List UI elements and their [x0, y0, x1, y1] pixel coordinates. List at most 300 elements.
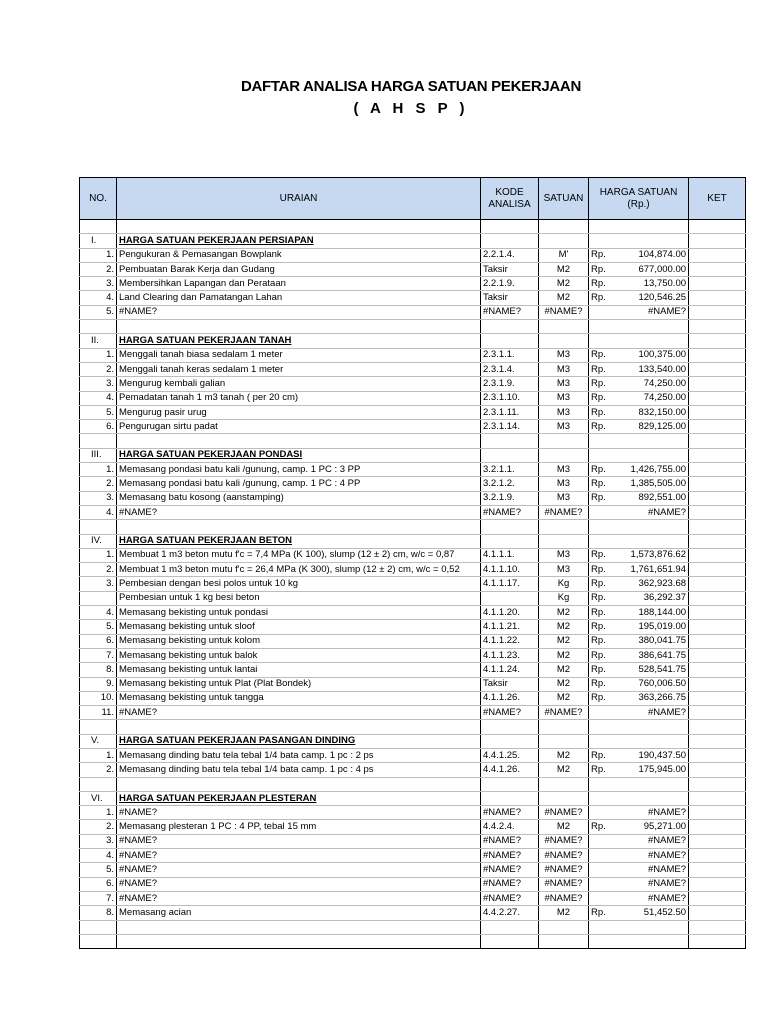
- row-kode-analisa: 4.1.1.20.: [481, 606, 539, 620]
- table-row: [80, 606, 746, 620]
- row-uraian: [117, 220, 481, 234]
- table-row: [80, 362, 746, 376]
- row-uraian: Menggali tanah biasa sedalam 1 meter: [117, 348, 481, 362]
- row-uraian: HARGA SATUAN PEKERJAAN PASANGAN DINDING: [117, 734, 481, 748]
- row-currency: Rp.: [589, 634, 619, 648]
- row-harga: [619, 448, 689, 462]
- row-ket: [689, 763, 746, 777]
- row-number: 11.: [80, 706, 117, 720]
- row-harga: #NAME?: [619, 891, 689, 905]
- row-uraian: Pengukuran & Pemasangan Bowplank: [117, 248, 481, 262]
- header-harga-line1: HARGA SATUAN: [599, 186, 678, 198]
- table-row: [80, 677, 746, 691]
- row-harga: 133,540.00: [619, 362, 689, 376]
- row-harga: 190,437.50: [619, 748, 689, 762]
- row-uraian: Memasang bekisting untuk Plat (Plat Bondek): [117, 677, 481, 691]
- table-row: [80, 491, 746, 505]
- row-currency: Rp.: [589, 606, 619, 620]
- row-currency: Rp.: [589, 591, 619, 605]
- row-harga: [619, 334, 689, 348]
- row-currency: Rp.: [589, 648, 619, 662]
- row-number: 2.: [80, 262, 117, 276]
- row-ket: [689, 262, 746, 276]
- row-kode-analisa: 4.1.1.23.: [481, 648, 539, 662]
- row-ket: [689, 520, 746, 534]
- row-number: [80, 934, 117, 948]
- row-kode-analisa: 2.3.1.9.: [481, 377, 539, 391]
- row-satuan: Kg: [539, 591, 589, 605]
- row-ket: [689, 320, 746, 334]
- row-kode-analisa: 2.3.1.10.: [481, 391, 539, 405]
- row-kode-analisa: 3.2.1.9.: [481, 491, 539, 505]
- row-number: [80, 920, 117, 934]
- row-satuan: M2: [539, 691, 589, 705]
- row-number: II.: [80, 334, 117, 348]
- table-row: [80, 534, 746, 548]
- row-ket: [689, 791, 746, 805]
- row-ket: [689, 720, 746, 734]
- table-row: [80, 763, 746, 777]
- row-harga: [619, 777, 689, 791]
- row-kode-analisa: 2.3.1.1.: [481, 348, 539, 362]
- row-kode-analisa: [481, 220, 539, 234]
- row-uraian: Memasang bekisting untuk tangga: [117, 691, 481, 705]
- table-row: [80, 405, 746, 419]
- row-number: 3.: [80, 277, 117, 291]
- row-ket: [689, 706, 746, 720]
- row-harga: [619, 220, 689, 234]
- row-ket: [689, 606, 746, 620]
- row-harga: 1,426,755.00: [619, 463, 689, 477]
- table-row: [80, 691, 746, 705]
- row-ket: [689, 748, 746, 762]
- row-uraian: Pembesian dengan besi polos untuk 10 kg: [117, 577, 481, 591]
- row-number: 2.: [80, 477, 117, 491]
- table-row: [80, 505, 746, 519]
- row-number: 4.: [80, 391, 117, 405]
- row-ket: [689, 220, 746, 234]
- table-row: [80, 849, 746, 863]
- row-kode-analisa: [481, 534, 539, 548]
- row-harga: #NAME?: [619, 806, 689, 820]
- header-harga-satuan: [589, 178, 689, 220]
- table-row: [80, 434, 746, 448]
- row-number: 4.: [80, 505, 117, 519]
- row-number: 2.: [80, 563, 117, 577]
- row-ket: [689, 691, 746, 705]
- row-currency: Rp.: [589, 691, 619, 705]
- row-uraian: [117, 434, 481, 448]
- row-satuan: #NAME?: [539, 505, 589, 519]
- table-row: [80, 220, 746, 234]
- table-row: [80, 563, 746, 577]
- row-currency: Rp.: [589, 563, 619, 577]
- row-currency: Rp.: [589, 820, 619, 834]
- row-ket: [689, 877, 746, 891]
- row-ket: [689, 548, 746, 562]
- row-number: III.: [80, 448, 117, 462]
- row-satuan: M2: [539, 906, 589, 920]
- row-uraian: HARGA SATUAN PEKERJAAN PLESTERAN: [117, 791, 481, 805]
- row-uraian: Memasang pondasi batu kali /gunung, camp. 1 PC : 3 PP: [117, 463, 481, 477]
- row-harga: [619, 520, 689, 534]
- row-uraian: HARGA SATUAN PEKERJAAN TANAH: [117, 334, 481, 348]
- row-satuan: M3: [539, 491, 589, 505]
- row-currency: Rp.: [589, 377, 619, 391]
- row-satuan: M2: [539, 291, 589, 305]
- table-row: [80, 262, 746, 276]
- table-row: [80, 463, 746, 477]
- table-row: [80, 791, 746, 805]
- row-number: 5.: [80, 305, 117, 319]
- table-row: [80, 348, 746, 362]
- row-currency: [589, 791, 619, 805]
- row-ket: [689, 806, 746, 820]
- row-harga: 175,945.00: [619, 763, 689, 777]
- table-row: [80, 877, 746, 891]
- row-harga: [619, 534, 689, 548]
- row-satuan: M3: [539, 463, 589, 477]
- row-harga: [619, 734, 689, 748]
- row-ket: [689, 863, 746, 877]
- header-kode-line2: ANALISA: [488, 198, 531, 210]
- table-row: [80, 448, 746, 462]
- row-uraian: #NAME?: [117, 834, 481, 848]
- table-row: [80, 591, 746, 605]
- row-currency: [589, 234, 619, 248]
- table-row: [80, 391, 746, 405]
- row-kode-analisa: [481, 234, 539, 248]
- row-kode-analisa: 4.4.1.26.: [481, 763, 539, 777]
- row-kode-analisa: 4.1.1.1.: [481, 548, 539, 562]
- row-harga: #NAME?: [619, 863, 689, 877]
- row-ket: [689, 934, 746, 948]
- row-satuan: M2: [539, 648, 589, 662]
- row-uraian: Memasang bekisting untuk balok: [117, 648, 481, 662]
- row-satuan: M3: [539, 477, 589, 491]
- header-uraian: URAIAN: [117, 178, 481, 220]
- row-ket: [689, 334, 746, 348]
- row-kode-analisa: #NAME?: [481, 834, 539, 848]
- row-number: [80, 220, 117, 234]
- row-currency: [589, 520, 619, 534]
- row-satuan: M2: [539, 677, 589, 691]
- row-kode-analisa: #NAME?: [481, 849, 539, 863]
- row-ket: [689, 277, 746, 291]
- row-number: 3.: [80, 577, 117, 591]
- row-ket: [689, 577, 746, 591]
- row-ket: [689, 434, 746, 448]
- row-harga: 104,874.00: [619, 248, 689, 262]
- row-kode-analisa: Taksir: [481, 291, 539, 305]
- header-ket: KET: [689, 178, 746, 220]
- table-row: [80, 863, 746, 877]
- row-uraian: #NAME?: [117, 305, 481, 319]
- row-satuan: [539, 334, 589, 348]
- row-number: 1.: [80, 748, 117, 762]
- row-harga: 380,041.75: [619, 634, 689, 648]
- row-number: 3.: [80, 491, 117, 505]
- row-uraian: [117, 320, 481, 334]
- row-satuan: [539, 434, 589, 448]
- row-satuan: M2: [539, 748, 589, 762]
- row-ket: [689, 891, 746, 905]
- row-currency: Rp.: [589, 463, 619, 477]
- row-uraian: Memasang acian: [117, 906, 481, 920]
- row-currency: Rp.: [589, 291, 619, 305]
- row-uraian: #NAME?: [117, 806, 481, 820]
- row-ket: [689, 491, 746, 505]
- row-ket: [689, 563, 746, 577]
- row-currency: [589, 834, 619, 848]
- row-currency: [589, 734, 619, 748]
- row-satuan: [539, 934, 589, 948]
- row-currency: Rp.: [589, 248, 619, 262]
- table-row: [80, 291, 746, 305]
- row-harga: #NAME?: [619, 849, 689, 863]
- row-kode-analisa: 4.1.1.21.: [481, 620, 539, 634]
- row-currency: Rp.: [589, 420, 619, 434]
- row-currency: Rp.: [589, 277, 619, 291]
- row-ket: [689, 920, 746, 934]
- row-currency: [589, 777, 619, 791]
- row-ket: [689, 634, 746, 648]
- row-kode-analisa: #NAME?: [481, 305, 539, 319]
- row-currency: Rp.: [589, 577, 619, 591]
- row-satuan: #NAME?: [539, 863, 589, 877]
- row-number: 2.: [80, 362, 117, 376]
- row-kode-analisa: [481, 720, 539, 734]
- row-satuan: M3: [539, 405, 589, 419]
- row-number: 5.: [80, 405, 117, 419]
- row-kode-analisa: [481, 434, 539, 448]
- row-kode-analisa: [481, 520, 539, 534]
- row-ket: [689, 620, 746, 634]
- row-ket: [689, 477, 746, 491]
- row-uraian: #NAME?: [117, 505, 481, 519]
- row-uraian: Membuat 1 m3 beton mutu f'c = 26,4 MPa (K 300), slump (12 ± 2) cm, w/c = 0,52: [117, 563, 481, 577]
- row-kode-analisa: [481, 777, 539, 791]
- header-row: [80, 178, 746, 220]
- row-harga: 892,551.00: [619, 491, 689, 505]
- row-uraian: Membuat 1 m3 beton mutu f'c = 7,4 MPa (K 100), slump (12 ± 2) cm, w/c = 0,87: [117, 548, 481, 562]
- row-number: 8.: [80, 906, 117, 920]
- row-uraian: Pemadatan tanah 1 m3 tanah ( per 20 cm): [117, 391, 481, 405]
- row-uraian: Pengurugan sirtu padat: [117, 420, 481, 434]
- row-uraian: Mengurug kembali galian: [117, 377, 481, 391]
- row-kode-analisa: 2.3.1.4.: [481, 362, 539, 376]
- row-harga: [619, 920, 689, 934]
- row-satuan: [539, 791, 589, 805]
- row-number: 1.: [80, 463, 117, 477]
- row-kode-analisa: [481, 320, 539, 334]
- row-harga: 1,385,505.00: [619, 477, 689, 491]
- row-harga: 1,761,651.94: [619, 563, 689, 577]
- row-uraian: Memasang pondasi batu kali /gunung, camp. 1 PC : 4 PP: [117, 477, 481, 491]
- row-satuan: M2: [539, 763, 589, 777]
- row-harga: #NAME?: [619, 706, 689, 720]
- row-ket: [689, 463, 746, 477]
- row-number: 6.: [80, 420, 117, 434]
- row-kode-analisa: 4.1.1.24.: [481, 663, 539, 677]
- row-number: 5.: [80, 863, 117, 877]
- row-uraian: HARGA SATUAN PEKERJAAN PERSIAPAN: [117, 234, 481, 248]
- row-kode-analisa: #NAME?: [481, 706, 539, 720]
- row-harga: [619, 720, 689, 734]
- row-harga: 74,250.00: [619, 377, 689, 391]
- table-row: [80, 548, 746, 562]
- row-uraian: Memasang plesteran 1 PC : 4 PP, tebal 15 mm: [117, 820, 481, 834]
- row-satuan: M2: [539, 277, 589, 291]
- row-currency: Rp.: [589, 763, 619, 777]
- table-row: [80, 906, 746, 920]
- row-satuan: M3: [539, 348, 589, 362]
- row-ket: [689, 448, 746, 462]
- row-harga: #NAME?: [619, 505, 689, 519]
- row-satuan: [539, 720, 589, 734]
- row-number: 1.: [80, 348, 117, 362]
- row-number: I.: [80, 234, 117, 248]
- row-satuan: M3: [539, 563, 589, 577]
- row-currency: [589, 891, 619, 905]
- row-currency: [589, 806, 619, 820]
- table-row: [80, 305, 746, 319]
- row-ket: [689, 849, 746, 863]
- row-kode-analisa: 2.3.1.14.: [481, 420, 539, 434]
- table-row: [80, 934, 746, 948]
- row-uraian: Pembesian untuk 1 kg besi beton: [117, 591, 481, 605]
- page-subtitle: ( A H S P ): [353, 100, 469, 117]
- row-uraian: Memasang bekisting untuk sloof: [117, 620, 481, 634]
- table-row: [80, 706, 746, 720]
- row-uraian: [117, 520, 481, 534]
- row-kode-analisa: [481, 791, 539, 805]
- row-kode-analisa: 3.2.1.2.: [481, 477, 539, 491]
- row-satuan: [539, 520, 589, 534]
- row-satuan: #NAME?: [539, 834, 589, 848]
- row-satuan: [539, 734, 589, 748]
- row-number: 1.: [80, 548, 117, 562]
- row-uraian: Memasang bekisting untuk lantai: [117, 663, 481, 677]
- row-satuan: M2: [539, 634, 589, 648]
- row-kode-analisa: 4.4.2.27.: [481, 906, 539, 920]
- table-row: [80, 248, 746, 262]
- row-harga: [619, 934, 689, 948]
- row-uraian: #NAME?: [117, 891, 481, 905]
- header-harga-line2: (Rp.): [627, 198, 650, 210]
- row-satuan: #NAME?: [539, 891, 589, 905]
- row-uraian: Memasang dinding batu tela tebal 1/4 bata camp. 1 pc : 4 ps: [117, 763, 481, 777]
- row-harga: #NAME?: [619, 834, 689, 848]
- row-uraian: [117, 777, 481, 791]
- row-kode-analisa: [481, 920, 539, 934]
- row-ket: [689, 420, 746, 434]
- row-harga: 13,750.00: [619, 277, 689, 291]
- row-currency: Rp.: [589, 748, 619, 762]
- row-harga: 528,541.75: [619, 663, 689, 677]
- table-row: [80, 734, 746, 748]
- row-currency: [589, 305, 619, 319]
- row-ket: [689, 305, 746, 319]
- row-harga: 36,292.37: [619, 591, 689, 605]
- table-row: [80, 748, 746, 762]
- row-satuan: #NAME?: [539, 806, 589, 820]
- table-row: [80, 806, 746, 820]
- header-kode-analisa: [481, 178, 539, 220]
- row-harga: 1,573,876.62: [619, 548, 689, 562]
- row-ket: [689, 405, 746, 419]
- row-satuan: M3: [539, 391, 589, 405]
- row-harga: [619, 434, 689, 448]
- row-kode-analisa: [481, 934, 539, 948]
- row-number: 4.: [80, 291, 117, 305]
- row-satuan: #NAME?: [539, 706, 589, 720]
- table-row: [80, 377, 746, 391]
- row-harga: 51,452.50: [619, 906, 689, 920]
- row-ket: [689, 391, 746, 405]
- row-number: V.: [80, 734, 117, 748]
- row-ket: [689, 534, 746, 548]
- row-number: [80, 434, 117, 448]
- table-row: [80, 648, 746, 662]
- row-harga: 120,546.25: [619, 291, 689, 305]
- row-uraian: Mengurug pasir urug: [117, 405, 481, 419]
- row-satuan: Kg: [539, 577, 589, 591]
- row-kode-analisa: 4.4.2.4.: [481, 820, 539, 834]
- row-harga: #NAME?: [619, 305, 689, 319]
- table-row: [80, 891, 746, 905]
- row-currency: Rp.: [589, 477, 619, 491]
- row-number: [80, 520, 117, 534]
- row-harga: 386,641.75: [619, 648, 689, 662]
- row-kode-analisa: [481, 334, 539, 348]
- row-currency: [589, 534, 619, 548]
- row-harga: 677,000.00: [619, 262, 689, 276]
- table-row: [80, 477, 746, 491]
- row-number: 7.: [80, 648, 117, 662]
- table-row: [80, 834, 746, 848]
- header-no: NO.: [80, 178, 117, 220]
- row-uraian: [117, 720, 481, 734]
- row-number: 3.: [80, 834, 117, 848]
- row-uraian: Pembuatan Barak Kerja dan Gudang: [117, 262, 481, 276]
- row-ket: [689, 906, 746, 920]
- row-satuan: M3: [539, 362, 589, 376]
- row-currency: [589, 220, 619, 234]
- row-ket: [689, 777, 746, 791]
- row-ket: [689, 734, 746, 748]
- row-ket: [689, 677, 746, 691]
- row-satuan: [539, 777, 589, 791]
- row-ket: [689, 820, 746, 834]
- row-currency: Rp.: [589, 663, 619, 677]
- row-kode-analisa: 4.1.1.26.: [481, 691, 539, 705]
- row-number: [80, 320, 117, 334]
- row-number: [80, 777, 117, 791]
- row-number: 2.: [80, 820, 117, 834]
- row-satuan: M3: [539, 377, 589, 391]
- row-uraian: [117, 920, 481, 934]
- row-harga: [619, 234, 689, 248]
- row-currency: Rp.: [589, 620, 619, 634]
- row-harga: 74,250.00: [619, 391, 689, 405]
- row-ket: [689, 834, 746, 848]
- row-harga: [619, 320, 689, 334]
- row-kode-analisa: 2.2.1.4.: [481, 248, 539, 262]
- row-currency: [589, 320, 619, 334]
- row-number: 1.: [80, 806, 117, 820]
- row-ket: [689, 505, 746, 519]
